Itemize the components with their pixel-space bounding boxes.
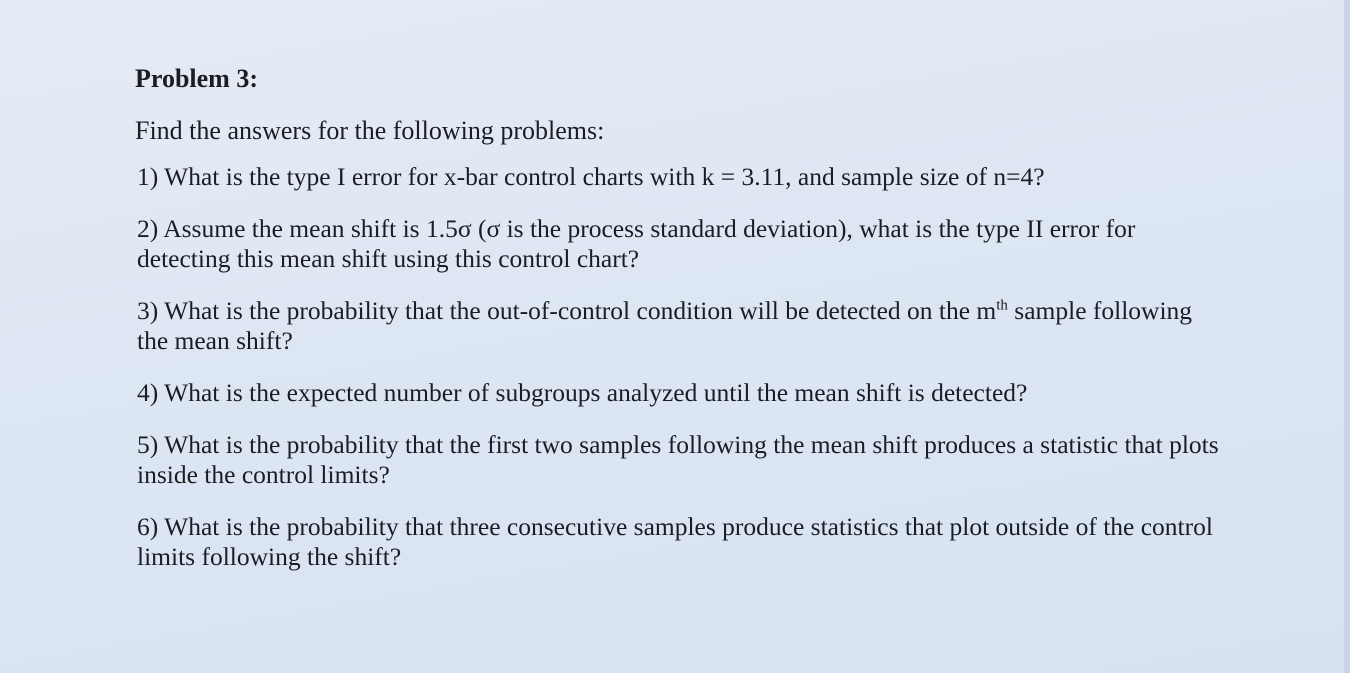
question-1-number: 1) [137,162,159,191]
question-1 [137,162,1225,192]
paper-edge [1344,0,1350,673]
question-3-superscript: th [996,297,1008,314]
question-1-text: What is the type I error for x-bar control charts with k = 3.11, and sample size of n=4? [164,162,1045,191]
question-6 [137,512,1225,572]
question-4-number: 4) [137,378,159,407]
problem-sheet [135,62,1225,594]
question-2-text: Assume the mean shift is 1.5σ (σ is the process standard deviation), what is the type II error for detecting this mean shift using this control chart? [137,214,1136,273]
question-6-text: What is the probability that three consecutive samples produce statistics that plot outside of the control limits following the shift? [137,512,1213,571]
question-5 [137,430,1225,490]
question-5-text: What is the probability that the first two samples following the mean shift produces a statistic that plots inside the control limits? [137,430,1219,489]
problem-title: Problem 3: [135,64,258,93]
question-6-number: 6) [137,512,159,541]
question-3-text-after: sample following the mean shift? [137,296,1193,355]
question-3-number: 3) [137,296,159,325]
problem-intro: Find the answers for the following problems: [135,116,605,145]
question-3 [137,296,1225,356]
question-2 [137,214,1225,274]
question-5-number: 5) [137,430,159,459]
question-4-text: What is the expected number of subgroups analyzed until the mean shift is detected? [164,378,1028,407]
question-4 [137,378,1225,408]
question-2-number: 2) [137,214,159,243]
question-3-text-before: What is the probability that the out-of-control condition will be detected on the m [164,296,997,325]
